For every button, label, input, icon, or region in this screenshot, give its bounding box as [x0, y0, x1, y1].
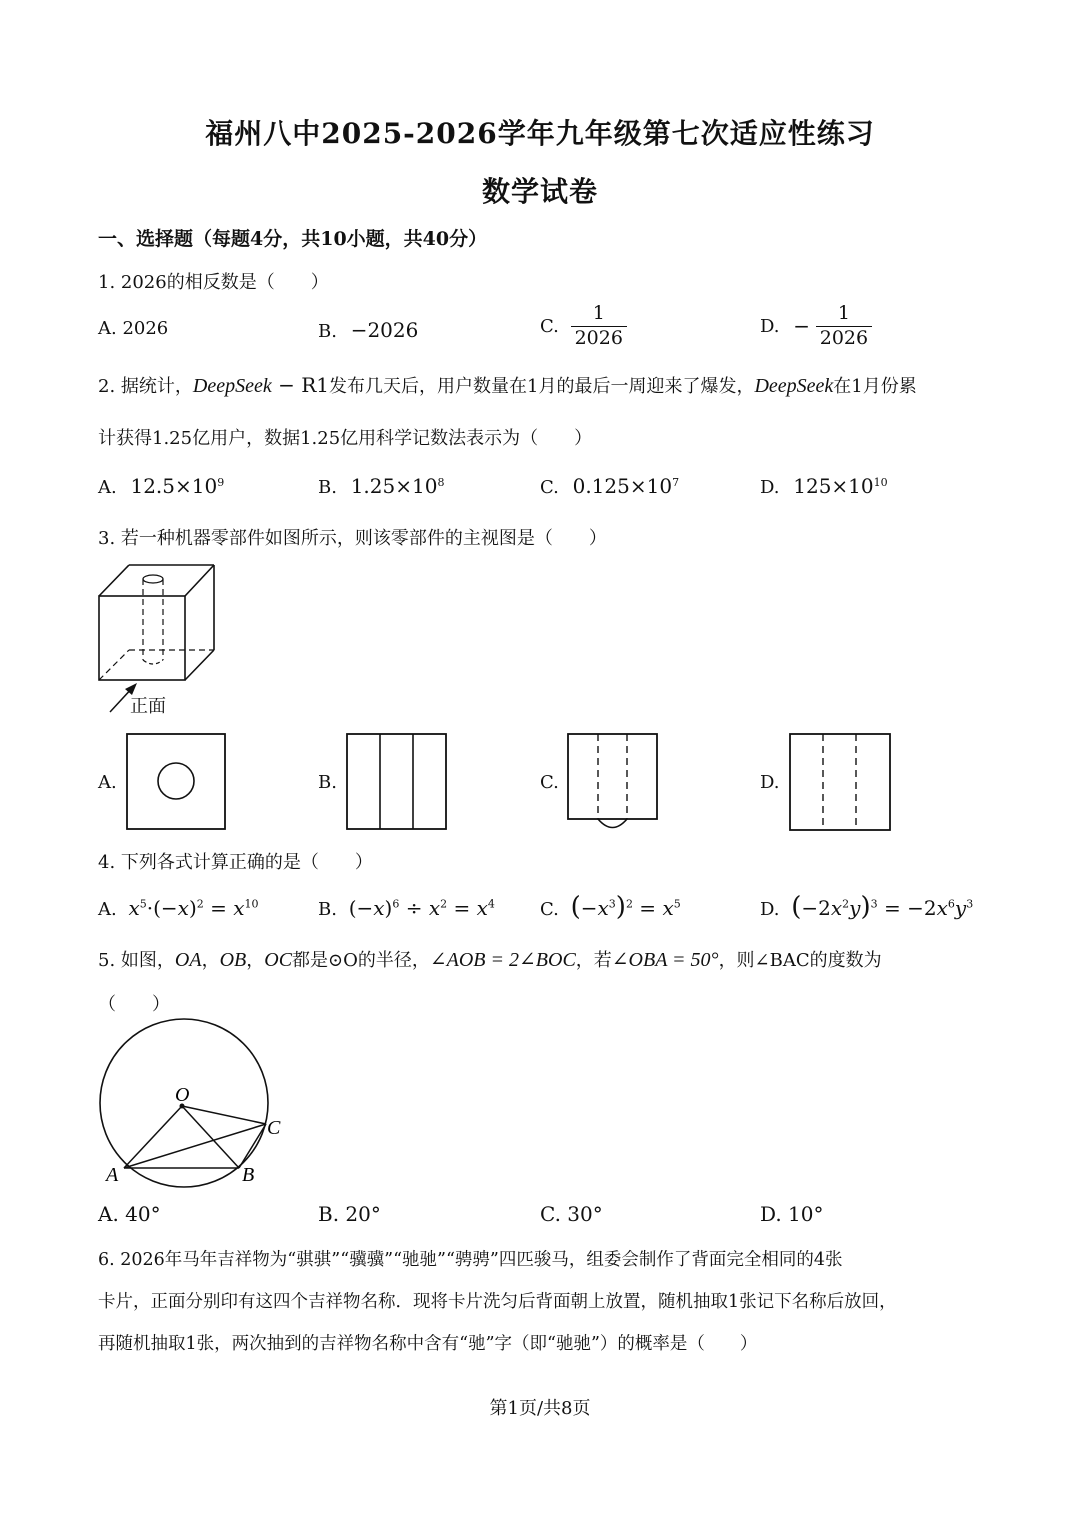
- q5-option-c: C. 30°: [540, 1202, 603, 1226]
- q4-b-label: B.: [318, 899, 337, 920]
- section-title: 一、选择题（每题4分，共10小题，共40分）: [98, 228, 488, 250]
- q4-a-label: A.: [98, 899, 117, 920]
- q5-paren: （ ）: [98, 994, 170, 1015]
- q3-option-a-label: A.: [98, 772, 117, 793]
- q3-front-label: 正面: [130, 696, 166, 717]
- q4-option-d: [760, 892, 973, 922]
- exam-subtitle: 数学试卷: [481, 175, 598, 208]
- q1-c-denominator: 2026: [571, 326, 627, 349]
- q1-stem: 1. 2026的相反数是（ ）: [98, 272, 329, 293]
- q5-math-cond1: ∠AOB = 2∠BOC: [429, 949, 576, 971]
- q6-stem-line3: 再随机抽取1张，两次抽到的吉祥物名称中含有“驰”字（即“驰驰”）的概率是（ ）: [98, 1334, 758, 1354]
- q2-stem-line1: [98, 372, 917, 398]
- q2-text-1: 2. 据统计，: [98, 376, 193, 397]
- q5-text-mid2: ，若: [575, 950, 612, 971]
- q5-math-oa: OA: [174, 949, 202, 971]
- q3-option-d-figure: [788, 732, 892, 832]
- q2-option-d: [760, 474, 888, 498]
- q2-a-label: A.: [98, 477, 117, 498]
- q3-option-a-figure: [125, 732, 229, 832]
- q1-option-c: [540, 304, 627, 349]
- q3-option-d-label: D.: [760, 772, 780, 793]
- q4-option-b: [318, 896, 495, 920]
- q3-option-c-figure: [566, 732, 660, 836]
- q4-option-a: [98, 896, 259, 920]
- q5-label-c: C: [267, 1117, 281, 1139]
- exam-title: 福州八中2025-2026学年九年级第七次适应性练习: [205, 117, 875, 150]
- q5-option-d: D. 10°: [760, 1202, 824, 1226]
- q4-b-expression: $(-x)^6 \div x^2 = x^4$: [348, 896, 495, 920]
- q5-label-o: O: [175, 1084, 190, 1106]
- q2-b-exp: 8: [437, 476, 445, 489]
- q2-d-base: 125×10: [793, 474, 874, 498]
- q3-option-c-label: C.: [540, 772, 559, 793]
- q4-a-expression: $x^5\cdot(-x)^2 = x^{10}$: [128, 896, 259, 920]
- q1-option-d-fraction: [816, 304, 872, 349]
- q2-text-3: 在1月份累: [833, 376, 917, 397]
- q5-math-ob: OB: [219, 949, 247, 971]
- q3-stem: 3. 若一种机器零部件如图所示，则该零部件的主视图是（ ）: [98, 528, 607, 549]
- q5-math-oc: OC: [264, 949, 293, 971]
- q2-math-deepseek: DeepSeek: [754, 375, 834, 397]
- q2-option-b: [318, 474, 444, 498]
- q2-b-base: 1.25×10: [350, 474, 438, 498]
- q5-circle-figure: [94, 1018, 304, 1190]
- q5-text-prefix: 5. 如图，: [98, 950, 175, 971]
- q4-d-expression: $(-2x^2y)^3 = -2x^6y^3$: [791, 892, 974, 922]
- q1-option-d: [760, 304, 872, 349]
- q2-d-exp: 10: [873, 476, 888, 489]
- q1-d-denominator: 2026: [816, 326, 872, 349]
- q3-option-b-figure: [345, 732, 449, 832]
- q1-option-b-value: −2026: [350, 318, 419, 342]
- q2-math-deepseek-r1: DeepSeek: [192, 375, 272, 397]
- q2-option-a: [98, 474, 224, 498]
- q1-option-c-label: C.: [540, 315, 559, 337]
- q2-d-label: D.: [760, 477, 780, 498]
- q5-text-mid: 都是⊙O的半径，: [292, 950, 430, 971]
- q2-a-exp: 9: [217, 476, 225, 489]
- q5-option-b: B. 20°: [318, 1202, 381, 1226]
- q2-c-label: C.: [540, 477, 559, 498]
- q1-d-sign: −: [793, 314, 811, 339]
- q1-d-numerator: 1: [837, 302, 850, 324]
- q1-c-numerator: 1: [592, 302, 605, 324]
- q5-option-a: A. 40°: [98, 1202, 161, 1226]
- q4-d-label: D.: [760, 899, 780, 920]
- q4-stem: 4. 下列各式计算正确的是（ ）: [98, 852, 373, 873]
- q1-option-b: [318, 318, 418, 342]
- q5-text-end: ，则∠BAC的度数为: [718, 950, 882, 971]
- q4-option-c: [540, 892, 681, 922]
- q6-stem-line2: 卡片，正面分别印有这四个吉祥物名称．现将卡片洗匀后背面朝上放置，随机抽取1张记下名称后放回，: [98, 1292, 897, 1312]
- q1-option-c-fraction: [571, 304, 627, 349]
- q2-b-label: B.: [318, 477, 337, 498]
- q6-stem-line1: 6. 2026年马年吉祥物为“骐骐”“骥骥”“驰驰”“骋骋”四匹骏马，组委会制作了背面完全相同的4张: [98, 1250, 843, 1270]
- q2-option-c: [540, 474, 679, 498]
- q1-option-b-label: B.: [318, 321, 337, 342]
- q2-c-base: 0.125×10: [572, 474, 673, 498]
- q2-text-2: 发布几天后，用户数量在1月的最后一周迎来了爆发，: [329, 376, 755, 397]
- q2-c-exp: 7: [672, 476, 680, 489]
- q1-option-d-label: D.: [760, 315, 780, 337]
- q1-option-a: A. 2026: [98, 318, 169, 339]
- q5-stem-line1: 5. 如图，OA，OB，OC都是⊙O的半径，∠AOB = 2∠BOC，若∠OBA = 50°，则∠BAC的度数为: [98, 949, 882, 971]
- q5-label-a: A: [106, 1164, 119, 1186]
- q5-label-b: B: [242, 1164, 255, 1186]
- q3-option-b-label: B.: [318, 772, 337, 793]
- q2-math-r1: − R1: [271, 373, 329, 397]
- q2-a-base: 12.5×10: [130, 474, 218, 498]
- q4-c-label: C.: [540, 899, 559, 920]
- q5-math-cond2: ∠OBA = 50°: [611, 949, 719, 971]
- q4-c-expression: $(-x^3)^2 = x^5$: [570, 892, 681, 922]
- page-footer: 第1页/共8页: [489, 1398, 591, 1419]
- q2-stem-line2: 计获得1.25亿用户，数据1.25亿用科学记数法表示为（ ）: [98, 428, 593, 449]
